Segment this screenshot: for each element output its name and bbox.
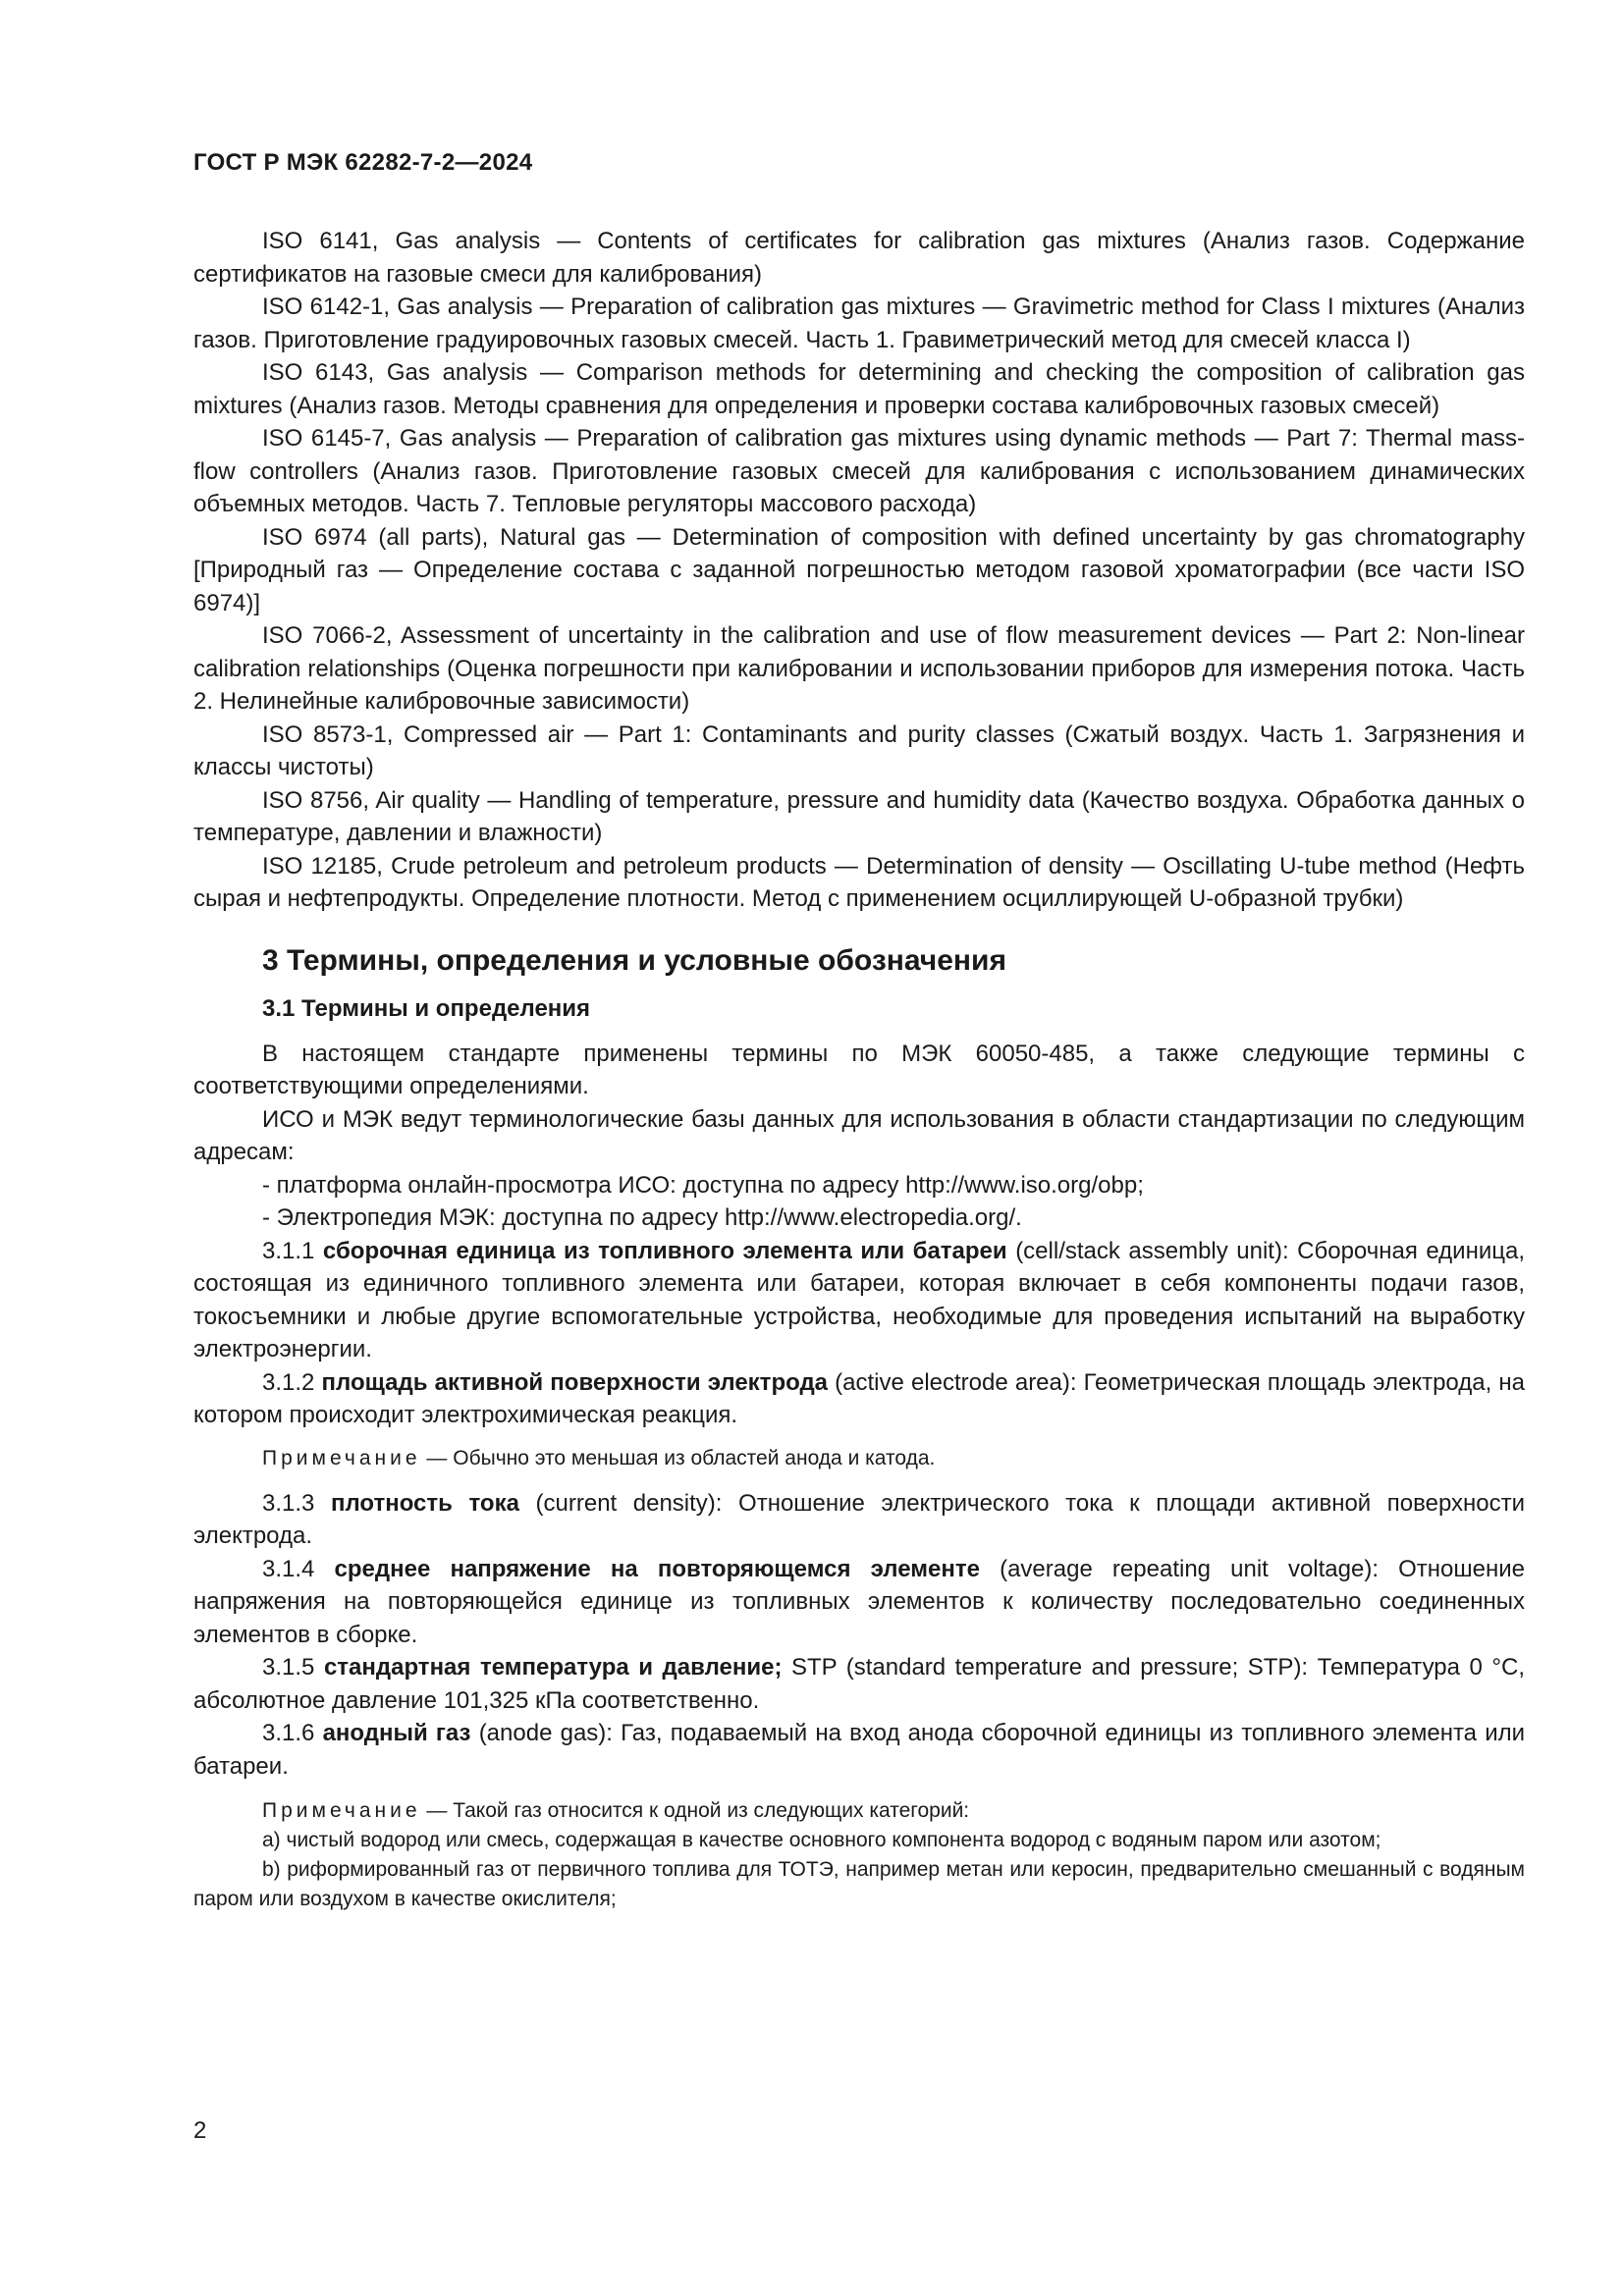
subsection-3-1-title: 3.1 Термины и определения xyxy=(262,994,591,1022)
term-name: плотность тока xyxy=(330,1489,519,1517)
dash-item-electropedia: - Электропедия МЭК: доступна по адресу http://www.electropedia.org/. xyxy=(262,1204,1022,1231)
dash-item-iso-obp: - платформа онлайн-просмотра ИСО: доступна по адресу http://www.iso.org/obp; xyxy=(262,1171,1144,1199)
term-name: среднее напряжение на повторяющемся элементе xyxy=(334,1555,980,1582)
reference-item: ISO 6145-7, Gas analysis — Preparation of calibration gas mixtures using dynamic methods — Part 7: Thermal mass-flow controllers (Анализ газов. Приготовление газовых смесей для калибрования с использованием динамических объемных методов. Часть 7. Тепловые регуляторы массового расхода) xyxy=(193,425,1525,517)
reference-item: ISO 8573-1, Compressed air — Part 1: Contaminants and purity classes (Сжатый воздух. Часть 1. Загрязнения и классы чистоты) xyxy=(193,721,1525,780)
reference-item: ISO 6143, Gas analysis — Comparison methods for determining and checking the composition of calibration gas mixtures (Анализ газов. Методы сравнения для определения и проверки состава калибровочных газовых смесей) xyxy=(193,359,1525,419)
reference-item: ISO 7066-2, Assessment of uncertainty in the calibration and use of flow measurement devices — Part 2: Non-linear calibration relationships (Оценка погрешности при калибровании и использовании приборов для измерения потока. Часть 2. Нелинейные калибровочные зависимости) xyxy=(193,622,1525,715)
page-number: 2 xyxy=(193,2117,207,2144)
note-item-b: b) риформированный газ от первичного топлива для ТОТЭ, например метан или керосин, предварительно смешанный с водяным паром или воздухом в качестве окислителя; xyxy=(193,1858,1525,1910)
document-body xyxy=(193,225,1525,1914)
note-anode-gas: Примечание — Такой газ относится к одной из следующих категорий: xyxy=(262,1799,970,1822)
document-header: ГОСТ Р МЭК 62282-7-2—2024 xyxy=(193,149,533,176)
reference-item: ISO 6142-1, Gas analysis — Preparation of calibration gas mixtures — Gravimetric method for Class I mixtures (Анализ газов. Приготовление градуировочных газовых смесей. Часть 1. Гравиметрический метод для смесей класса I) xyxy=(193,294,1525,353)
intro-paragraph: В настоящем стандарте применены термины по МЭК 60050-485, а также следующие термины с соответствующими определениями. xyxy=(193,1040,1525,1099)
reference-item: ISO 8756, Air quality — Handling of temperature, pressure and humidity data (Качество воздуха. Обработка данных о температуре, давлении и влажности) xyxy=(193,786,1526,846)
term-3-1-1: 3.1.1 сборочная единица из топливного элемента или батареи (cell/stack assembly unit): Сборочная единица, состоящая из единичного топливного элемента или батареи, которая включает в себя компоненты подачи газов, токосъемники и любые другие вспомогательные устройства, необходимые для проведения испытаний на выработку электроэнергии. xyxy=(193,1237,1526,1362)
term-3-1-5: 3.1.5 стандартная температура и давление; STP (standard temperature and pressure; STP): Температура 0 °С, абсолютное давление 101,325 кПа соответственно. xyxy=(193,1654,1526,1714)
term-3-1-4: 3.1.4 среднее напряжение на повторяющемся элементе (average repeating unit voltage): Отношение напряжения на повторяющейся единице из топливных элементов к количеству последовательно соединенных элементов в сборке. xyxy=(193,1555,1526,1648)
term-name: стандартная температура и давление; xyxy=(323,1654,783,1681)
section-3-title: 3 Термины, определения и условные обозначения xyxy=(262,943,1006,977)
reference-item: ISO 6141, Gas analysis — Contents of certificates for calibration gas mixtures (Анализ газов. Содержание сертификатов на газовые смеси для калибрования) xyxy=(193,228,1526,288)
note-item-a: a) чистый водород или смесь, содержащая в качестве основного компонента водород с водяным паром или азотом; xyxy=(262,1829,1381,1851)
term-name: площадь активной поверхности электрода xyxy=(321,1368,829,1396)
term-3-1-6: 3.1.6 анодный газ (anode gas): Газ, подаваемый на вход анода сборочной единицы из топливного элемента или батареи. xyxy=(193,1720,1526,1780)
reference-item: ISO 6974 (all parts), Natural gas — Determination of composition with defined uncertainty by gas chromatography [Природный газ — Определение состава с заданной погрешностью методом газовой хроматографии (все части ISO 6974)] xyxy=(193,523,1525,616)
term-3-1-2: 3.1.2 площадь активной поверхности электрода (active electrode area): Геометрическая площадь электрода, на котором происходит электрохимическая реакция. xyxy=(193,1368,1525,1428)
term-name: анодный газ xyxy=(322,1720,471,1746)
intro-paragraph: ИСО и МЭК ведут терминологические базы данных для использования в области стандартизации по следующим адресам: xyxy=(193,1105,1525,1165)
term-name: сборочная единица из топливного элемента или батареи xyxy=(322,1237,1007,1264)
term-3-1-3: 3.1.3 плотность тока (current density): Отношение электрического тока к площади активной поверхности электрода. xyxy=(193,1489,1526,1549)
references-list xyxy=(193,225,1525,916)
note-active-area: Примечание — Обычно это меньшая из областей анода и катода. xyxy=(262,1446,936,1469)
reference-item: ISO 12185, Crude petroleum and petroleum products — Determination of density — Oscillating U-tube method (Нефть сырая и нефтепродукты. Определение плотности. Метод с применением осциллирующей U-образной трубки) xyxy=(193,852,1526,912)
